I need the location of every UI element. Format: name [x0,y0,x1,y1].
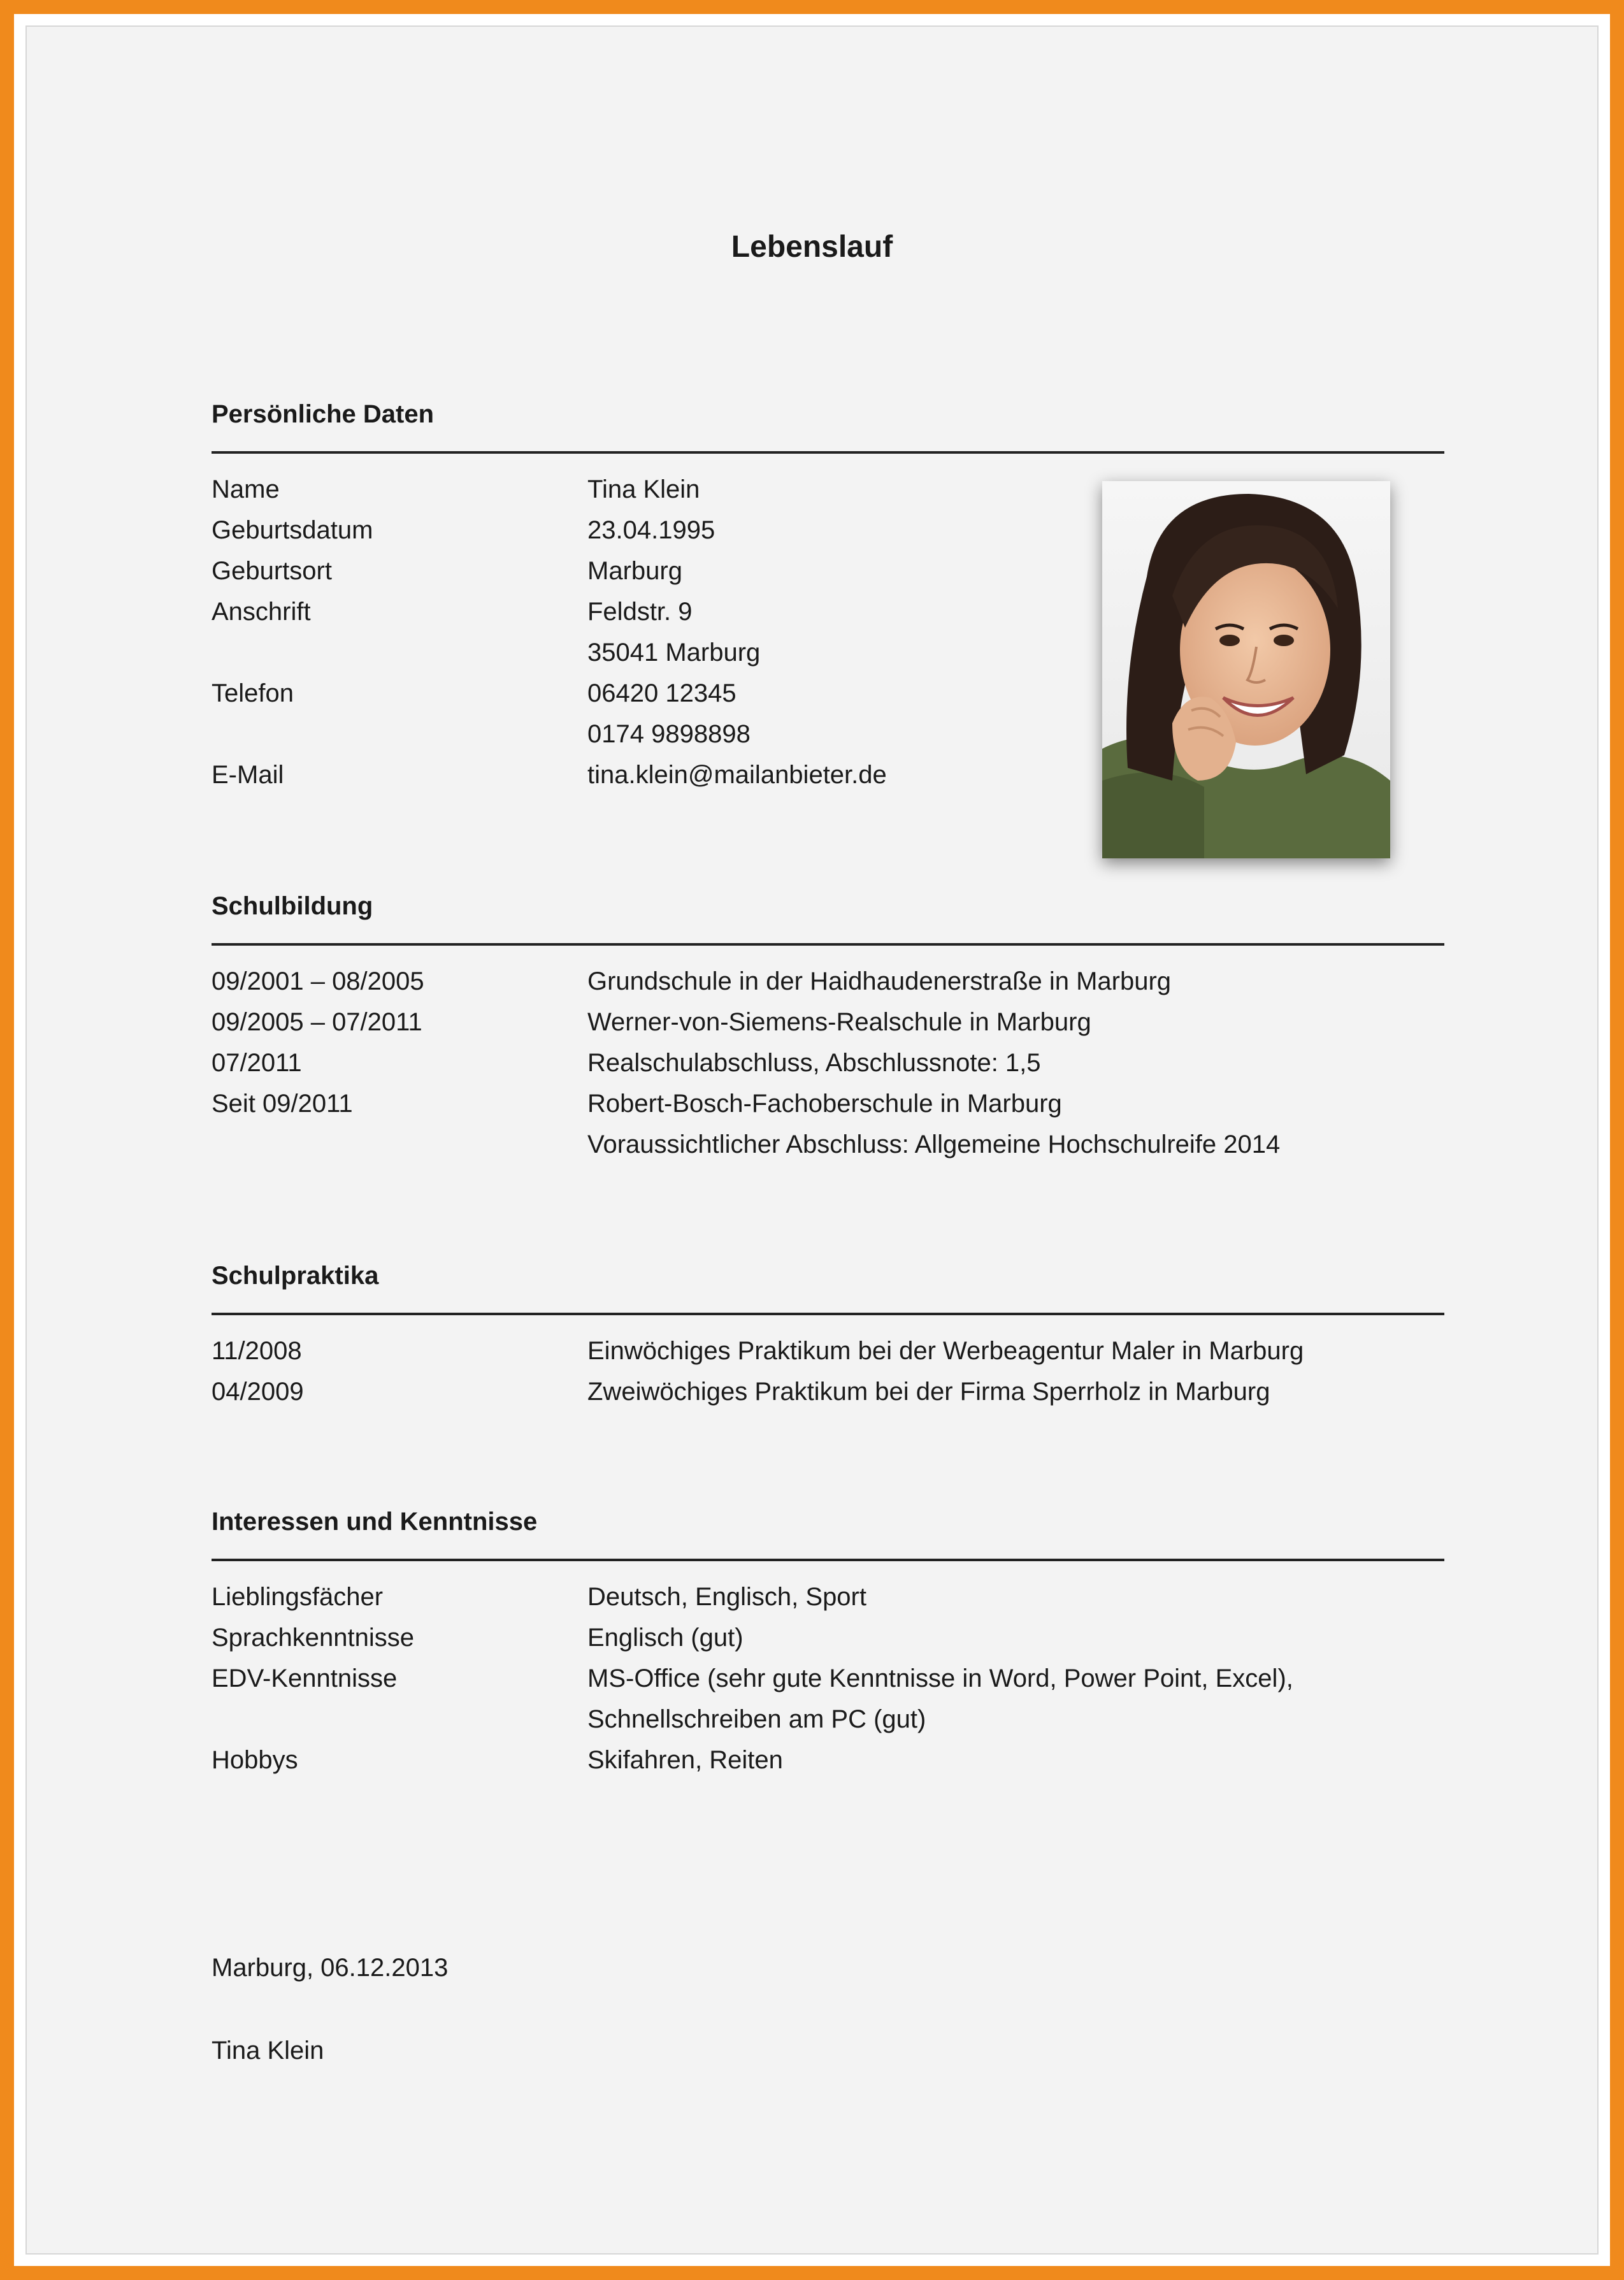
data-row [212,1002,1444,1043]
place-and-date: Marburg, 06.12.2013 [212,1954,449,1982]
signature-name: Tina Klein [212,2037,324,2065]
row-value: Zweiwöchiges Praktikum bei der Firma Sperrholz in Marburg [587,1378,1270,1406]
row-label: 09/2001 – 08/2005 [212,967,424,995]
data-row [212,961,1444,1002]
row-label: E-Mail [212,761,284,789]
row-label: Lieblingsfächer [212,1583,384,1611]
section-schooling [212,888,1444,1165]
row-value: Werner-von-Siemens-Realschule in Marburg [587,1008,1091,1036]
data-row [212,1617,1444,1658]
data-row [212,1658,1444,1699]
row-value: Tina Klein [587,475,700,503]
section-divider [212,1559,1444,1561]
row-label: Geburtsdatum [212,516,373,544]
data-row [212,1043,1444,1083]
row-value: Realschulabschluss, Abschlussnote: 1,5 [587,1049,1041,1077]
row-label: EDV-Kenntnisse [212,1664,398,1692]
portrait-photo [1102,481,1390,858]
row-label: 07/2011 [212,1049,302,1077]
row-value: 0174 9898898 [587,720,751,748]
row-value: 23.04.1995 [587,516,715,544]
row-label [212,1699,587,1740]
data-row [212,1577,1444,1617]
row-label: Sprachkenntnisse [212,1624,414,1652]
section-heading: Schulpraktika [212,1262,379,1290]
row-value: Voraussichtlicher Abschluss: Allgemeine Hochschulreife 2014 [587,1130,1281,1158]
row-value: 35041 Marburg [587,639,761,667]
document-page [25,25,1599,2255]
row-value: MS-Office (sehr gute Kenntnisse in Word, Power Point, Excel), [587,1664,1293,1692]
row-label: 11/2008 [212,1337,302,1365]
row-value: Deutsch, Englisch, Sport [587,1583,866,1611]
section-heading: Interessen und Kenntnisse [212,1508,538,1536]
row-label [212,632,587,673]
section-interests [212,1504,1444,1780]
row-value: Einwöchiges Praktikum bei der Werbeagentur Maler in Marburg [587,1337,1304,1365]
data-row [212,1124,1444,1165]
row-label: Seit 09/2011 [212,1090,353,1118]
row-value: Englisch (gut) [587,1624,744,1652]
row-value: Skifahren, Reiten [587,1746,783,1774]
section-divider [212,451,1444,454]
row-value: Schnellschreiben am PC (gut) [587,1705,926,1733]
data-row [212,1371,1444,1412]
row-label: Name [212,475,280,503]
row-value: tina.klein@mailanbieter.de [587,761,887,789]
document-title: Lebenslauf [731,230,893,264]
data-row [212,1740,1444,1780]
section-heading: Schulbildung [212,892,373,920]
data-row [212,1699,1444,1740]
row-label: 09/2005 – 07/2011 [212,1008,422,1036]
data-row [212,1083,1444,1124]
row-value: Grundschule in der Haidhaudenerstraße in Marburg [587,967,1172,995]
row-value: Robert-Bosch-Fachoberschule in Marburg [587,1090,1062,1118]
row-label: Hobbys [212,1746,298,1774]
row-label: 04/2009 [212,1378,304,1406]
row-value: Feldstr. 9 [587,598,693,626]
row-label: Telefon [212,679,294,707]
section-heading: Persönliche Daten [212,400,435,428]
row-label [212,714,587,754]
section-divider [212,1313,1444,1315]
row-value: 06420 12345 [587,679,737,707]
row-label: Geburtsort [212,557,332,585]
row-label: Anschrift [212,598,311,626]
row-value: Marburg [587,557,682,585]
section-divider [212,943,1444,946]
section-internships [212,1258,1444,1412]
row-label [212,1124,587,1165]
page-frame [14,14,1610,2266]
data-row [212,1331,1444,1371]
